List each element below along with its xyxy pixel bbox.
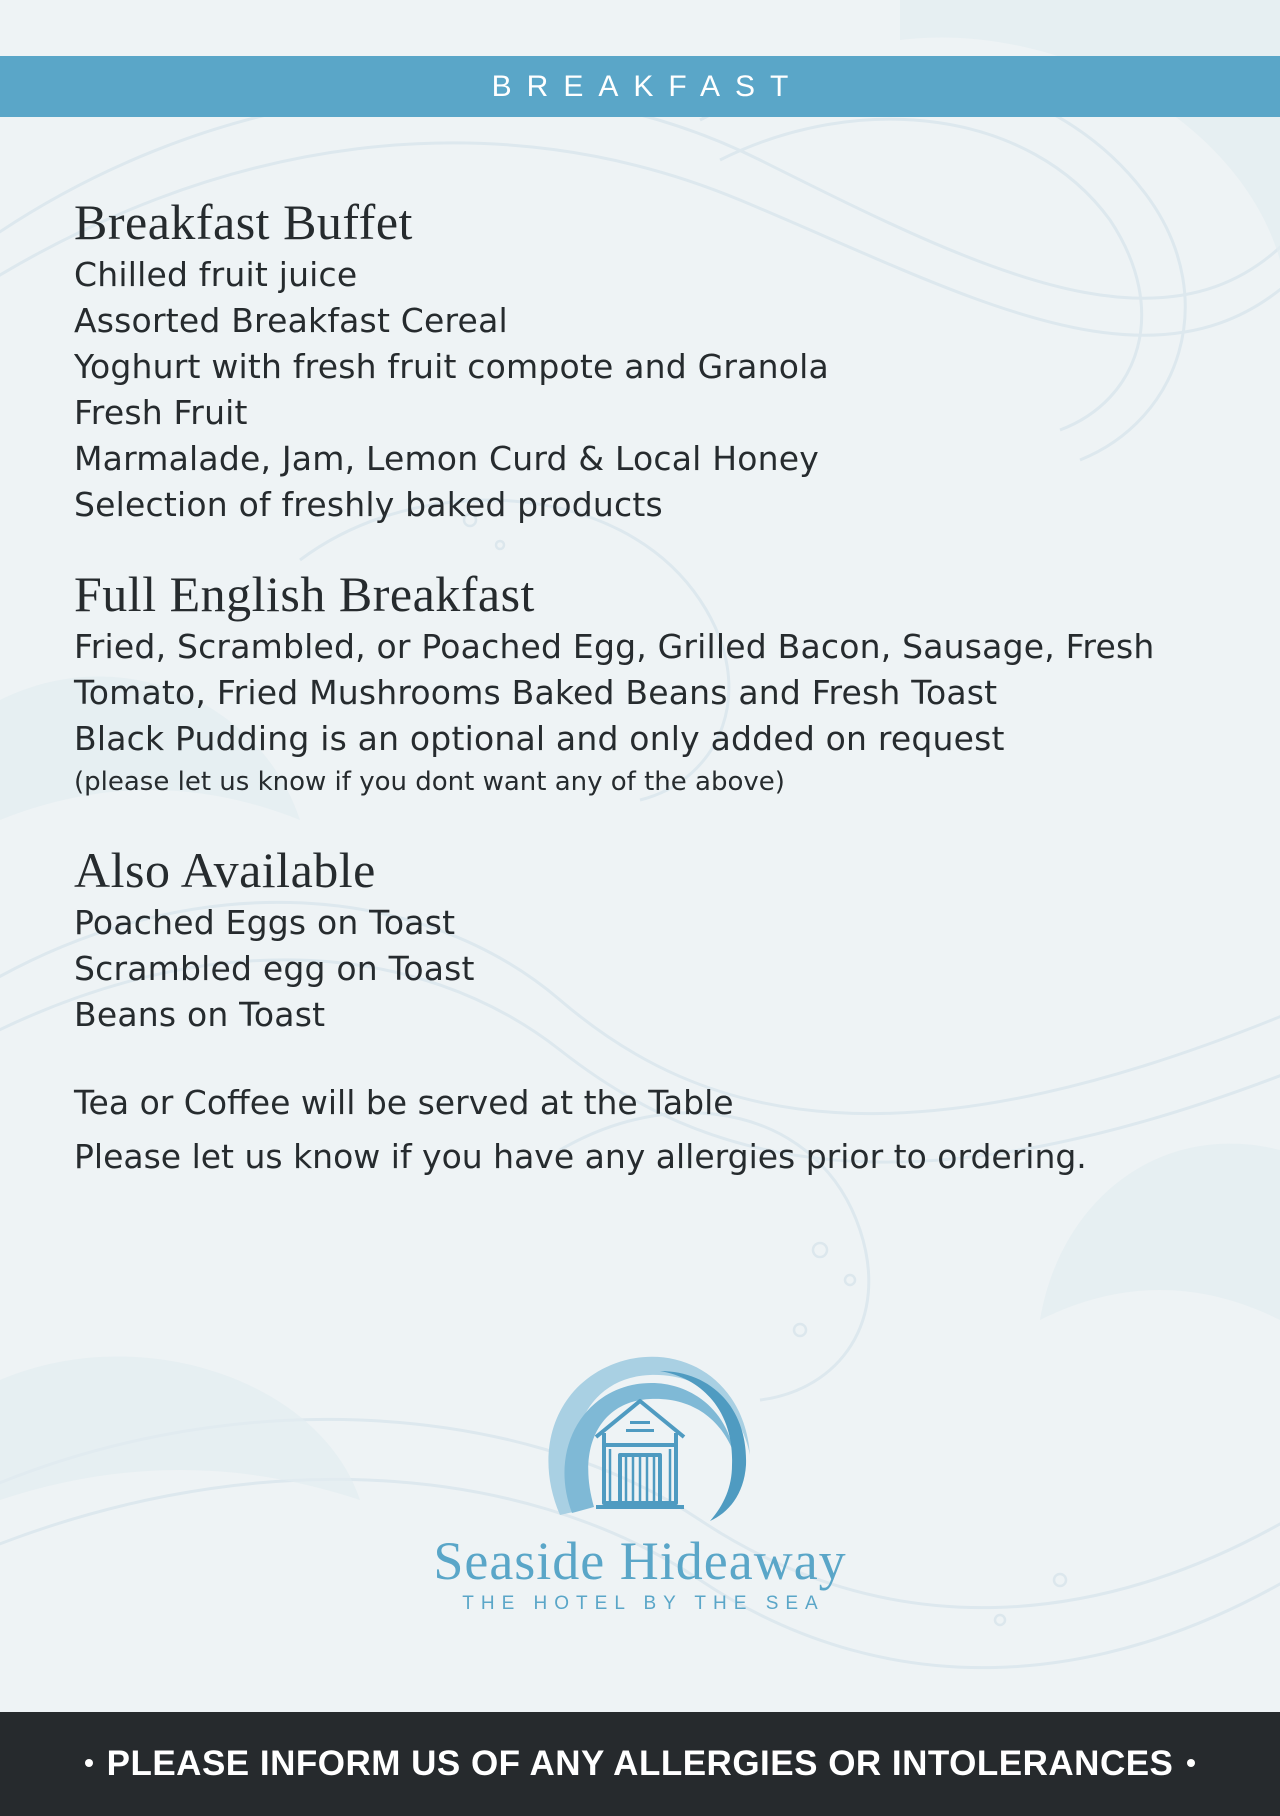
- brand-name: Seaside Hideaway: [433, 1531, 847, 1591]
- section-breakfast-buffet: [74, 192, 1224, 528]
- menu-item: Yoghurt with fresh fruit compote and Granola: [74, 347, 829, 386]
- menu-item: Marmalade, Jam, Lemon Curd & Local Honey: [74, 439, 819, 478]
- section-full-english: [74, 564, 1224, 802]
- menu-item: Black Pudding is an optional and only added on request: [74, 719, 1005, 758]
- bullet-icon: [1187, 1759, 1195, 1767]
- header-band: [0, 56, 1280, 117]
- menu-item: Assorted Breakfast Cereal: [74, 301, 508, 340]
- menu-item: Beans on Toast: [74, 995, 326, 1034]
- footer-band: [0, 1712, 1280, 1816]
- menu-item: Poached Eggs on Toast: [74, 903, 456, 942]
- brand-tagline: THE HOTEL BY THE SEA: [462, 1593, 825, 1614]
- menu-item: Selection of freshly baked products: [74, 485, 663, 524]
- menu-item: Fried, Scrambled, or Poached Egg, Grilled Bacon, Sausage, Fresh Tomato, Fried Mushrooms Baked Beans and Fresh Toast: [74, 627, 1155, 712]
- menu-content: [74, 192, 1224, 1184]
- section-heading: Also Available: [74, 842, 376, 898]
- section-also-available: [74, 840, 1224, 1038]
- section-heading: Breakfast Buffet: [74, 194, 413, 250]
- bullet-icon: [85, 1759, 93, 1767]
- allergy-note: Please let us know if you have any allergies prior to ordering.: [74, 1137, 1087, 1176]
- menu-note: (please let us know if you dont want any of the above): [74, 767, 785, 797]
- allergy-banner: [71, 1744, 1210, 1784]
- menu-item: Chilled fruit juice: [74, 255, 358, 294]
- allergy-banner-text: PLEASE INFORM US OF ANY ALLERGIES OR INTOLERANCES: [106, 1744, 1174, 1783]
- beach-hut-wave-icon: [520, 1345, 760, 1525]
- page-title: BREAKFAST: [491, 69, 804, 103]
- section-heading: Full English Breakfast: [74, 566, 535, 622]
- menu-item: Fresh Fruit: [74, 393, 248, 432]
- tea-coffee-note: Tea or Coffee will be served at the Table: [74, 1083, 734, 1122]
- closing-notes: [74, 1076, 1224, 1184]
- menu-item: Scrambled egg on Toast: [74, 949, 475, 988]
- hotel-logo: [0, 1345, 1280, 1615]
